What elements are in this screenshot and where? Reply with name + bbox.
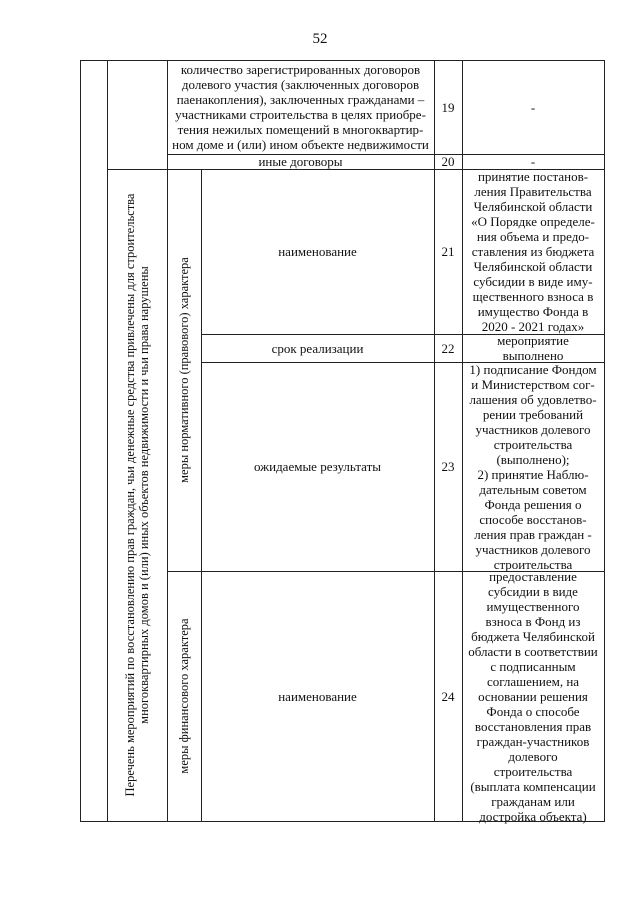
row-19-number: 19 xyxy=(441,99,455,115)
row-21-label: наименование xyxy=(278,244,357,259)
row-21-number: 21 xyxy=(441,244,455,259)
row-24-number: 24 xyxy=(441,688,455,704)
row-24-value: предоставление субсидии в виде имущественного взноса в Фонд из бюджета Челябинской области в соответствии с подписанным соглашением, на основании решения Фонда о способе восстановления прав граждан-участников долевого строительства (выплата компенсации гражданам или достройка объекта) xyxy=(468,568,598,824)
section-title-vertical: Перечень мероприятий по восстановлению прав граждан, чьи денежные средства привлечены для строительства многоквартирных домов и (или) иных объектов недвижимости и чьи права нарушены xyxy=(123,193,151,797)
row-22-value: мероприятие выполнено xyxy=(497,333,569,363)
page-number: 52 xyxy=(312,31,328,47)
row-23-label: ожидаемые результаты xyxy=(253,459,382,474)
row-23-number: 23 xyxy=(441,459,455,474)
row-21-value: принятие постанов- ления Правительства Челябинской области «О Порядке определе- ния объема и предо- ставления из бюджета Челябинской области субсидии в виде иму- щественного взноса в имущество Фонда в 2020 - 2021 годах» xyxy=(471,169,595,334)
financial-measures-vertical: меры финансового характера xyxy=(177,618,191,774)
normative-measures-vertical: меры нормативного (правового) характера xyxy=(177,257,191,483)
row-20-label: иные договоры xyxy=(258,154,343,169)
row-20-value: - xyxy=(530,154,536,169)
row-23-value: 1) подписание Фондом и Министерством сог- лашения об удовлетво- рении требований участников долевого строительства (выполнено); 2) принятие Наблю- дательным советом Фонда решения о способе восстанов- ления прав граждан - участников долевого строительства xyxy=(469,361,597,572)
row-19-value: - xyxy=(530,99,536,115)
row-24-label: наименование xyxy=(278,688,357,704)
row-20-number: 20 xyxy=(441,154,455,169)
row-22-number: 22 xyxy=(441,340,455,356)
row-22-label: срок реализации xyxy=(271,340,364,356)
row-19-label: количество зарегистрированных договоров долевого участия (заключенных договоров паенакопления), заключенных гражданами – участниками строительства в целях приобре- тения нежилых помещений в многоквартир- ном доме и (или) ином объекте недвижимости xyxy=(172,62,429,152)
